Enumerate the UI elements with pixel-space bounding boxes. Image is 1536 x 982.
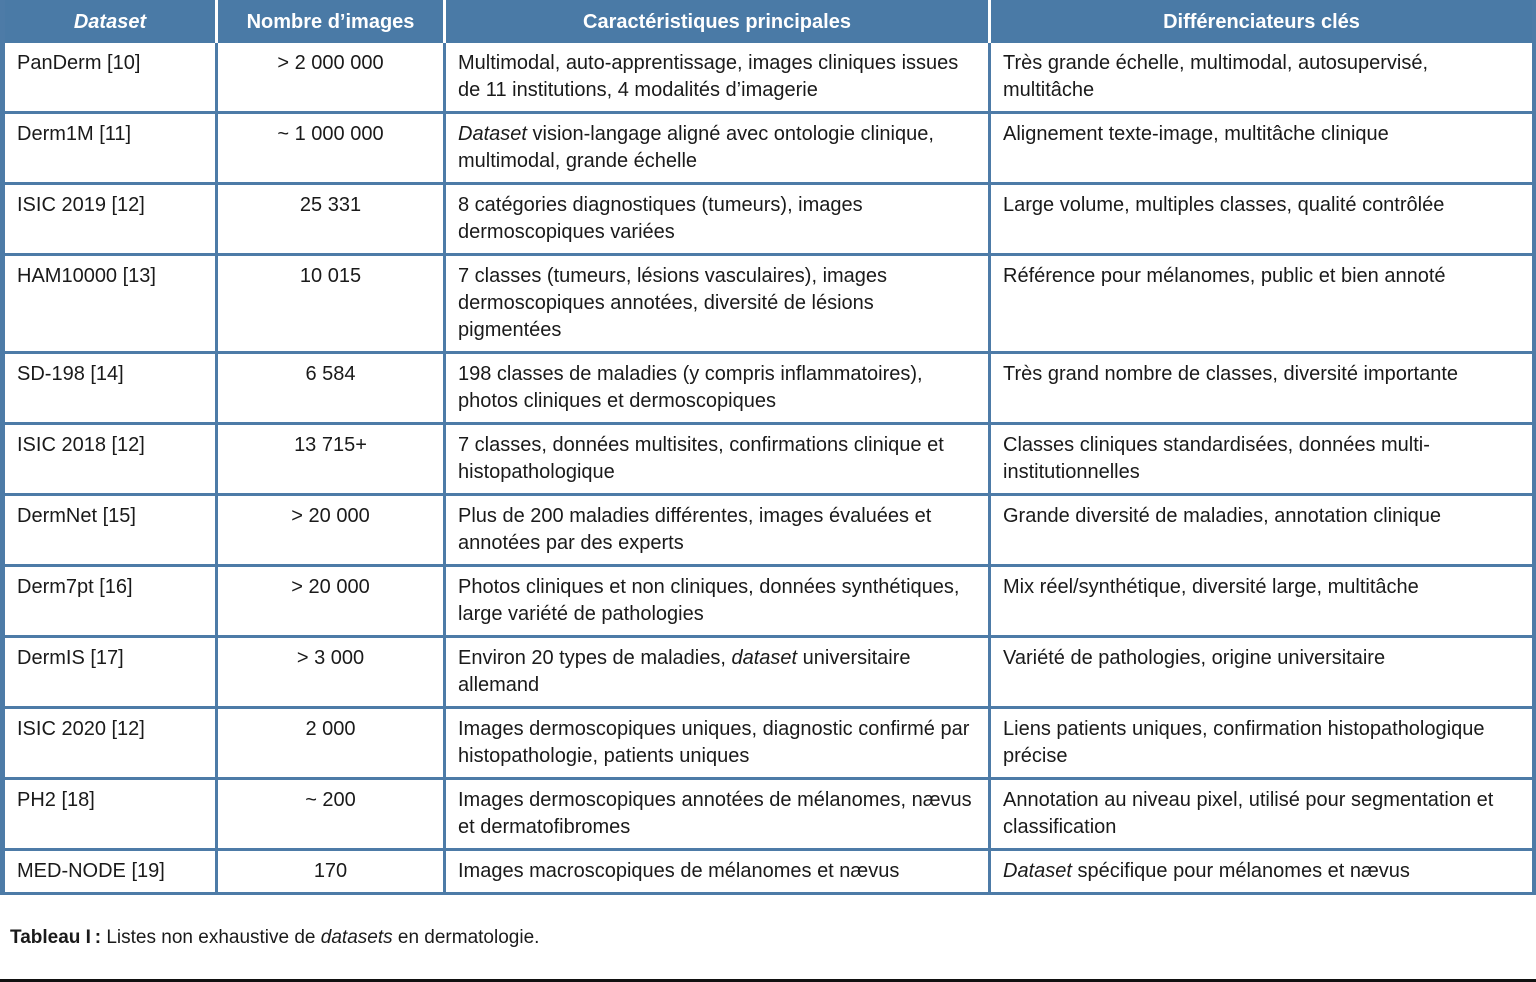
dataset-name-cell: Derm1M [11] [5, 111, 215, 182]
image-count-cell: 2 000 [215, 706, 443, 777]
col-header-dataset: Dataset [5, 0, 215, 43]
image-count-cell: 170 [215, 848, 443, 892]
caracteristiques-cell: Dataset vision-langage aligné avec ontologie clinique, multimodal, grande échelle [443, 111, 988, 182]
col-header-caracteristiques: Caractéristiques principales [443, 0, 988, 43]
image-count-cell: 25 331 [215, 182, 443, 253]
table-header [5, 0, 1532, 43]
differenciateurs-cell: Mix réel/synthétique, diversité large, multitâche [988, 564, 1532, 635]
table-row [5, 253, 1532, 351]
caracteristiques-cell: 7 classes (tumeurs, lésions vasculaires), images dermoscopiques annotées, diversité de lésions pigmentées [443, 253, 988, 351]
caracteristiques-cell: Images dermoscopiques uniques, diagnostic confirmé par histopathologie, patients uniques [443, 706, 988, 777]
differenciateurs-cell: Classes cliniques standardisées, données multi-institutionnelles [988, 422, 1532, 493]
differenciateurs-cell: Référence pour mélanomes, public et bien annoté [988, 253, 1532, 351]
image-count-cell: 10 015 [215, 253, 443, 351]
differenciateurs-cell: Très grande échelle, multimodal, autosupervisé, multitâche [988, 43, 1532, 111]
caracteristiques-cell: Images dermoscopiques annotées de mélanomes, nævus et dermatofibromes [443, 777, 988, 848]
caracteristiques-cell: 198 classes de maladies (y compris inflammatoires), photos cliniques et dermoscopiques [443, 351, 988, 422]
differenciateurs-cell: Alignement texte-image, multitâche clinique [988, 111, 1532, 182]
table-row [5, 706, 1532, 777]
dataset-name-cell: Derm7pt [16] [5, 564, 215, 635]
dataset-name-cell: PanDerm [10] [5, 43, 215, 111]
table-body [5, 43, 1532, 892]
dataset-name-cell: PH2 [18] [5, 777, 215, 848]
caracteristiques-cell: 7 classes, données multisites, confirmations clinique et histopathologique [443, 422, 988, 493]
differenciateurs-cell: Liens patients uniques, confirmation histopathologique précise [988, 706, 1532, 777]
table-caption: Tableau I : Listes non exhaustive de datasets en dermatologie. [10, 927, 540, 948]
table-row [5, 635, 1532, 706]
caracteristiques-cell: 8 catégories diagnostiques (tumeurs), images dermoscopiques variées [443, 182, 988, 253]
col-header-nombre-images: Nombre d’images [215, 0, 443, 43]
col-header-differenciateurs: Différenciateurs clés [988, 0, 1532, 43]
dataset-name-cell: DermNet [15] [5, 493, 215, 564]
caracteristiques-cell: Multimodal, auto-apprentissage, images cliniques issues de 11 institutions, 4 modalités d’imagerie [443, 43, 988, 111]
image-count-cell: 6 584 [215, 351, 443, 422]
image-count-cell: > 20 000 [215, 493, 443, 564]
table-row [5, 422, 1532, 493]
differenciateurs-cell: Très grand nombre de classes, diversité importante [988, 351, 1532, 422]
dataset-name-cell: ISIC 2019 [12] [5, 182, 215, 253]
table-row [5, 43, 1532, 111]
dataset-name-cell: SD-198 [14] [5, 351, 215, 422]
image-count-cell: > 2 000 000 [215, 43, 443, 111]
differenciateurs-cell: Annotation au niveau pixel, utilisé pour segmentation et classification [988, 777, 1532, 848]
caracteristiques-cell: Plus de 200 maladies différentes, images évaluées et annotées par des experts [443, 493, 988, 564]
table-row [5, 493, 1532, 564]
header-row [5, 0, 1532, 43]
image-count-cell: > 20 000 [215, 564, 443, 635]
image-count-cell: ~ 200 [215, 777, 443, 848]
image-count-cell: 13 715+ [215, 422, 443, 493]
caracteristiques-cell: Environ 20 types de maladies, dataset universitaire allemand [443, 635, 988, 706]
image-count-cell: ~ 1 000 000 [215, 111, 443, 182]
dataset-name-cell: ISIC 2018 [12] [5, 422, 215, 493]
differenciateurs-cell: Large volume, multiples classes, qualité contrôlée [988, 182, 1532, 253]
dataset-name-cell: MED-NODE [19] [5, 848, 215, 892]
table-row [5, 351, 1532, 422]
differenciateurs-cell: Grande diversité de maladies, annotation clinique [988, 493, 1532, 564]
table-row [5, 182, 1532, 253]
dataset-name-cell: DermIS [17] [5, 635, 215, 706]
table-row [5, 564, 1532, 635]
caracteristiques-cell: Photos cliniques et non cliniques, données synthétiques, large variété de pathologies [443, 564, 988, 635]
table-row [5, 111, 1532, 182]
caracteristiques-cell: Images macroscopiques de mélanomes et nævus [443, 848, 988, 892]
differenciateurs-cell: Variété de pathologies, origine universitaire [988, 635, 1532, 706]
dataset-name-cell: ISIC 2020 [12] [5, 706, 215, 777]
differenciateurs-cell: Dataset spécifique pour mélanomes et nævus [988, 848, 1532, 892]
image-count-cell: > 3 000 [215, 635, 443, 706]
table-row [5, 848, 1532, 892]
dataset-name-cell: HAM10000 [13] [5, 253, 215, 351]
table-row [5, 777, 1532, 848]
